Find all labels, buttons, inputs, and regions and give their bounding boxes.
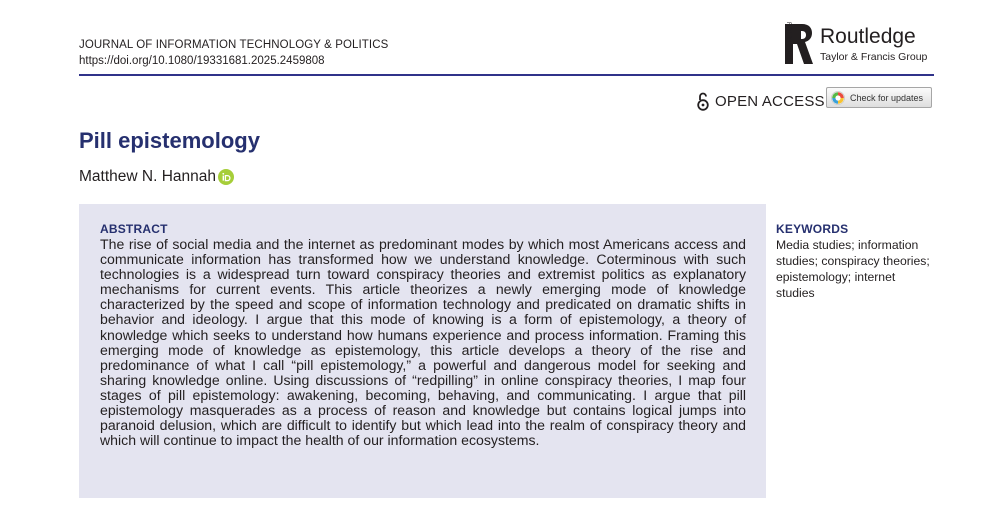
header-rule	[79, 74, 934, 76]
open-lock-icon	[697, 92, 709, 111]
keywords-text: Media studies; information studies; conspiracy theories; epistemology; internet studies	[776, 238, 930, 300]
article-title: Pill epistemology	[79, 128, 260, 153]
open-access-label: OPEN ACCESS	[715, 92, 825, 110]
orcid-icon[interactable]	[218, 169, 234, 185]
author-name[interactable]: Matthew N. Hannah	[79, 168, 216, 185]
check-updates-button[interactable]	[826, 87, 932, 108]
crossmark-icon	[831, 91, 845, 105]
abstract-text: The rise of social media and the internet as predominant modes by which most Americans access and communicate information has transformed how we understand knowledge. Coterminous with such technologies is a widespread turn toward conspiracy theories and extremist politics as explanatory mechanisms for current events. This article theorizes a newly emerging mode of knowledge characterized by the speed and scope of information technology and predicated on dramatic shifts in behavior and ideology. I argue that this mode of knowing is a form of epistemology, a theory of knowledge which seeks to understand how humans experience and process information. Framing this emerging mode of knowledge as epistemology, this article develops a theory of the rise and predominance of what I call “pill epistemology,” a powerful and dangerous model for seeking and sharing knowledge online. Using discussions of “redpilling” in online conspiracy theories, I map four stages of pill epistemology: awakening, becoming, behaving, and communicating. I argue that pill epistemology masquerades as a process of reason and knowledge but contains logical jumps into paranoid delusion, which are difficult to identify but which lead into the realm of conspiracy theory and which will continue to impact the health of our information ecosystems.	[100, 236, 746, 449]
check-updates-label: Check for updates	[850, 92, 924, 103]
journal-name: JOURNAL OF INFORMATION TECHNOLOGY & POLITICS	[79, 39, 389, 51]
keywords-heading: KEYWORDS	[776, 222, 849, 236]
publisher-name: Routledge	[820, 25, 916, 48]
publisher-logo[interactable]	[780, 22, 940, 68]
author-line	[79, 168, 234, 186]
doi-link[interactable]: https://doi.org/10.1080/19331681.2025.2459808	[79, 55, 325, 67]
publisher-subtitle: Taylor & Francis Group	[820, 51, 928, 63]
open-access-badge	[697, 91, 825, 111]
abstract-heading: ABSTRACT	[100, 222, 168, 236]
publisher-side-text: ROUTLEDGE	[785, 21, 792, 63]
